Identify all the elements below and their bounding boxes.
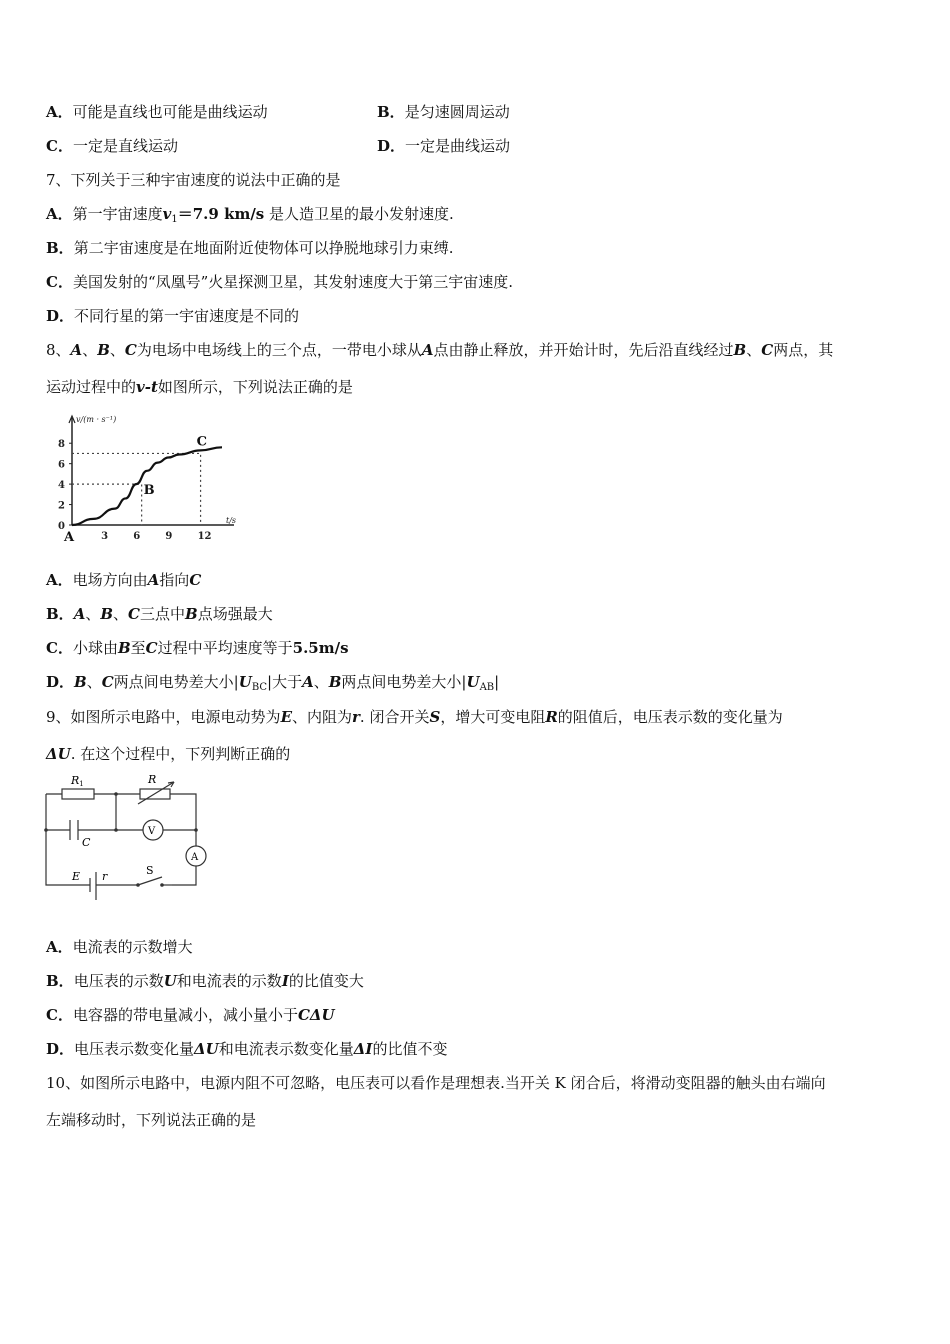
y-axis-label: v/(m · s⁻¹) (76, 415, 117, 424)
x-tick-label: 12 (197, 531, 212, 542)
q9-option-c: C．电容器的带电量减小，减小量小于CΔU (46, 1006, 335, 1024)
point-label-c: C (196, 434, 207, 450)
point-label-b: B (143, 483, 155, 499)
y-tick-label: 4 (58, 480, 65, 492)
resistor-r1 (62, 789, 94, 799)
point-label-a: A (64, 530, 75, 545)
label-c: C (82, 836, 91, 849)
q8-option-c: C．小球由B至C过程中平均速度等于5.5m/s (46, 639, 349, 657)
q9-option-a: A．电流表的示数增大 (46, 938, 193, 956)
x-axis-label: t/s (226, 516, 237, 525)
q7-option-a: A．第一宇宙速度$v_1=7.9$ km/s 是人造卫星的最小发射速度. (46, 205, 454, 225)
q6-option-c: C．一定是直线运动 (46, 137, 178, 155)
q8-option-b: B．A、B、C三点中B点场强最大 (46, 605, 273, 623)
circuit-diagram (40, 770, 215, 905)
label-r1: R1 (71, 774, 84, 788)
q7-option-d: D．不同行星的第一宇宙速度是不同的 (46, 307, 300, 325)
q8-stem-line1: 8、A、B、C为电场中电场线上的三个点，一带电小球从A点由静止释放，并开始计时，先后沿直线经过B、C两点，其 (46, 341, 834, 359)
q8-stem-line2: 运动过程中的v-t如图所示，下列说法正确的是 (46, 378, 353, 396)
guide-line-c (72, 453, 201, 525)
q7-option-b: B．第二宇宙速度是在地面附近使物体可以挣脱地球引力束缚. (46, 239, 454, 257)
q9-stem-line1: 9、如图所示电路中，电源电动势为E、内阻为r. 闭合开关S，增大可变电阻R的阻值后，电压表示数的变化量为 (46, 708, 783, 726)
q9-option-b: B．电压表的示数U和电流表的示数I的比值变大 (46, 972, 364, 990)
capacitor (70, 820, 78, 840)
q7-option-c: C．美国发射的“凤凰号”火星探测卫星，其发射速度大于第三宇宙速度. (46, 273, 514, 291)
q6-option-b: B．是匀速圆周运动 (377, 103, 510, 121)
q10-stem-line2: 左端移动时，下列说法正确的是 (46, 1111, 257, 1129)
q6-option-a: A．可能是直线也可能是曲线运动 (46, 103, 268, 121)
q7-stem: 7、下列关于三种宇宙速度的说法中正确的是 (46, 171, 341, 189)
switch (138, 877, 162, 885)
q8-option-a: A．电场方向由A指向C (46, 571, 202, 589)
label-r: R (148, 773, 157, 786)
x-tick-label: 6 (133, 531, 141, 542)
label-a: A (191, 852, 199, 863)
q9-stem-line2: ΔU. 在这个过程中，下列判断正确的 (46, 745, 291, 763)
battery (90, 872, 96, 900)
x-tick-label: 9 (165, 531, 173, 542)
q6-option-d: D．一定是曲线运动 (377, 137, 511, 155)
label-e: E (72, 870, 81, 883)
x-tick-label: 3 (101, 531, 109, 542)
y-tick-label: 0 (58, 521, 65, 532)
label-s: S (146, 864, 154, 877)
vt-graph (48, 410, 258, 550)
q10-stem-line1: 10、如图所示电路中，电源内阻不可忽略，电压表可以看作是理想表.当开关 K 闭合后，将滑动变阻器的触头由右端向 (46, 1074, 826, 1092)
q8-option-d: D．B、C两点间电势差大小$|U_{BC}|$大于A、B两点间电势差大小$|U_{AB}|$ (46, 673, 500, 693)
q9-option-d: D．电压表示数变化量ΔU和电流表示数变化量ΔI的比值不变 (46, 1040, 448, 1058)
y-tick-label: 6 (58, 459, 65, 471)
label-v: V (148, 826, 156, 837)
label-er: r (102, 870, 108, 883)
y-tick-label: 8 (58, 439, 65, 451)
y-tick-label: 2 (58, 500, 65, 512)
